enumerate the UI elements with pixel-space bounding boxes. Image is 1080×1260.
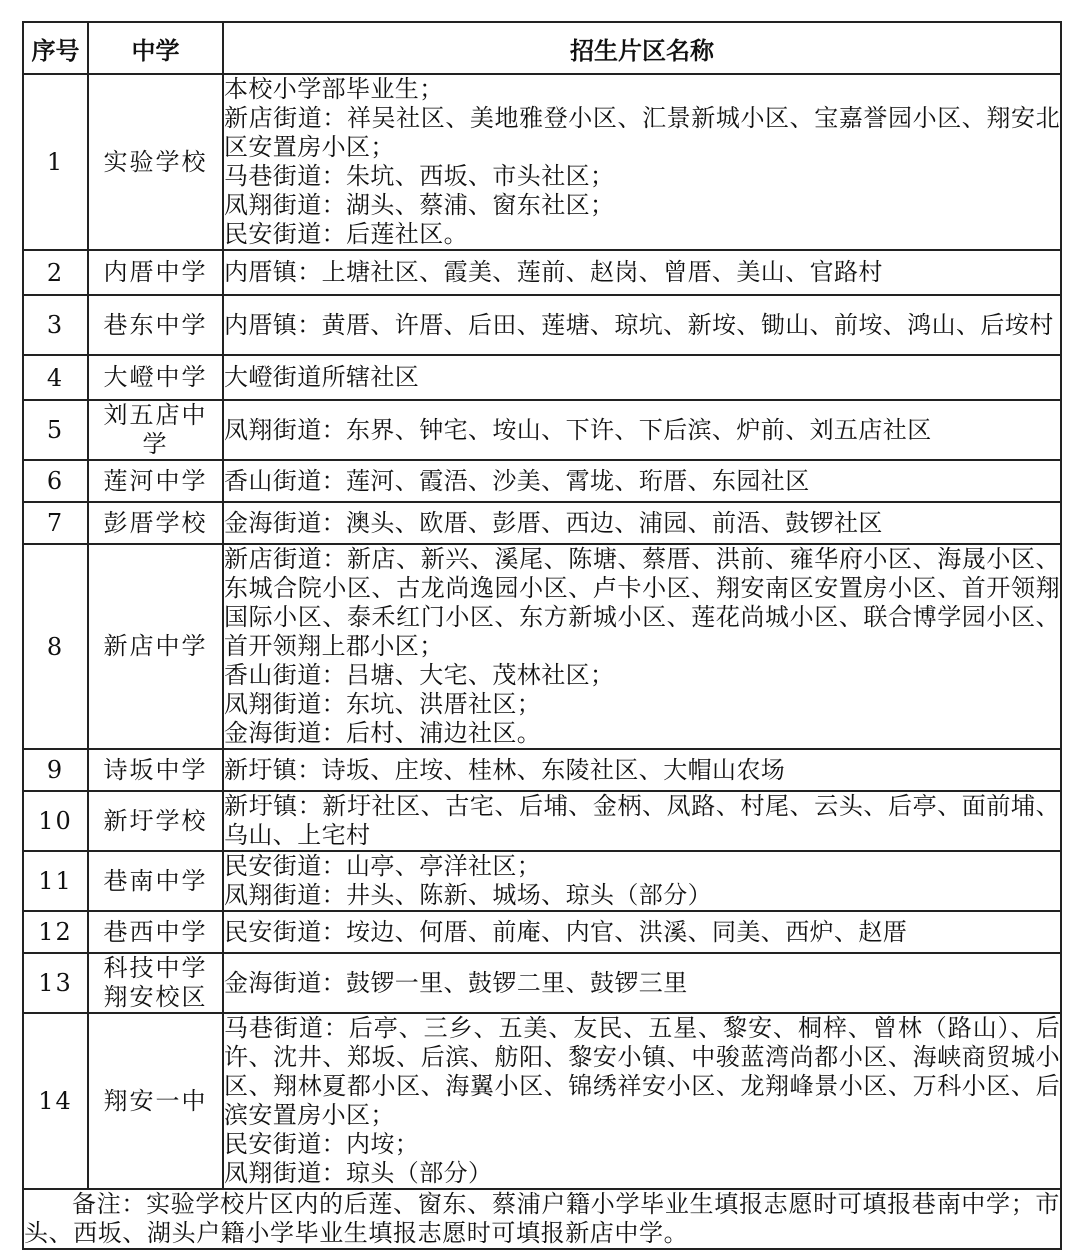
row-school: 巷南中学 bbox=[88, 851, 223, 911]
row-area: 内厝镇：上塘社区、霞美、莲前、赵岗、曾厝、美山、官路村 bbox=[223, 250, 1061, 295]
table-row bbox=[23, 1013, 1061, 1189]
table-row bbox=[23, 502, 1061, 544]
table-row bbox=[23, 250, 1061, 295]
table-row bbox=[23, 400, 1061, 460]
row-num: 11 bbox=[23, 851, 88, 911]
table-row bbox=[23, 749, 1061, 791]
table-row bbox=[23, 953, 1061, 1013]
table-row bbox=[23, 74, 1061, 250]
row-school: 翔安一中 bbox=[88, 1013, 223, 1189]
row-school: 巷东中学 bbox=[88, 295, 223, 355]
row-num: 14 bbox=[23, 1013, 88, 1189]
header-num: 序号 bbox=[23, 22, 88, 74]
table-row bbox=[23, 295, 1061, 355]
row-school: 新圩学校 bbox=[88, 791, 223, 851]
row-area: 大嶝街道所辖社区 bbox=[223, 355, 1061, 400]
row-area: 本校小学部毕业生； 新店街道：祥吴社区、美地雅登小区、汇景新城小区、宝嘉誉园小区、翔安北区安置房小区； 马巷街道：朱坑、西坂、市头社区； 凤翔街道：湖头、蔡浦、窗东社区； 民安街道：后莲社区。 bbox=[224, 75, 1060, 248]
row-area: 金海街道：澳头、欧厝、彭厝、西边、浦园、前浯、鼓锣社区 bbox=[223, 502, 1061, 544]
note-row bbox=[23, 1189, 1061, 1249]
note-text: 备注：实验学校片区内的后莲、窗东、蔡浦户籍小学毕业生填报志愿时可填报巷南中学；市头、西坂、湖头户籍小学毕业生填报志愿时可填报新店中学。 bbox=[24, 1190, 1060, 1247]
row-area: 民安街道：山亭、亭洋社区； 凤翔街道：井头、陈新、城场、琼头（部分） bbox=[223, 851, 1061, 911]
row-area: 新圩镇：诗坂、庄垵、桂林、东陵社区、大帽山农场 bbox=[223, 749, 1061, 791]
row-num: 12 bbox=[23, 911, 88, 953]
table-row bbox=[23, 791, 1061, 851]
row-num: 3 bbox=[23, 295, 88, 355]
row-area: 新店街道：新店、新兴、溪尾、陈塘、蔡厝、洪前、雍华府小区、海晟小区、东城合院小区、古龙尚逸园小区、卢卡小区、翔安南区安置房小区、首开领翔国际小区、泰禾红门小区、东方新城小区、莲花尚城小区、联合博学园小区、首开领翔上郡小区； 香山街道：吕塘、大宅、茂林社区； 凤翔街道：东坑、洪厝社区； 金海街道：后村、浦边社区。 bbox=[224, 545, 1060, 747]
row-school: 刘五店中学 bbox=[88, 400, 223, 460]
row-school: 莲河中学 bbox=[88, 460, 223, 502]
row-num: 1 bbox=[23, 74, 88, 250]
row-area: 新圩镇：新圩社区、古宅、后埔、金柄、凤路、村尾、云头、后亭、面前埔、乌山、上宅村 bbox=[224, 792, 1060, 849]
enrollment-zone-table bbox=[22, 21, 1062, 1250]
table-row bbox=[23, 911, 1061, 953]
row-school: 科技中学翔安校区 bbox=[88, 953, 223, 1013]
row-num: 2 bbox=[23, 250, 88, 295]
table-row bbox=[23, 355, 1061, 400]
row-num: 6 bbox=[23, 460, 88, 502]
row-num: 10 bbox=[23, 791, 88, 851]
header-school: 中学 bbox=[88, 22, 223, 74]
row-num: 8 bbox=[23, 544, 88, 749]
row-num: 9 bbox=[23, 749, 88, 791]
table-row bbox=[23, 851, 1061, 911]
row-num: 5 bbox=[23, 400, 88, 460]
row-num: 7 bbox=[23, 502, 88, 544]
row-area: 凤翔街道：东界、钟宅、垵山、下许、下后滨、炉前、刘五店社区 bbox=[223, 400, 1061, 460]
table-header-row bbox=[23, 22, 1061, 74]
row-area: 民安街道：垵边、何厝、前庵、内官、洪溪、同美、西炉、赵厝 bbox=[223, 911, 1061, 953]
row-school: 彭厝学校 bbox=[88, 502, 223, 544]
row-area: 香山街道：莲河、霞浯、沙美、霄垅、珩厝、东园社区 bbox=[223, 460, 1061, 502]
row-school: 诗坂中学 bbox=[88, 749, 223, 791]
row-num: 13 bbox=[23, 953, 88, 1013]
row-school: 内厝中学 bbox=[88, 250, 223, 295]
table-row bbox=[23, 544, 1061, 749]
row-school: 大嶝中学 bbox=[88, 355, 223, 400]
row-school: 新店中学 bbox=[88, 544, 223, 749]
row-area: 马巷街道：后亭、三乡、五美、友民、五星、黎安、桐梓、曾林（路山）、后许、沈井、郑坂、后滨、舫阳、黎安小镇、中骏蓝湾尚都小区、海峡商贸城小区、翔林夏都小区、海翼小区、锦绣祥安小区、龙翔峰景小区、万科小区、后滨安置房小区； 民安街道：内垵； 凤翔街道：琼头（部分） bbox=[224, 1014, 1060, 1187]
header-area: 招生片区名称 bbox=[223, 22, 1061, 74]
table-row bbox=[23, 460, 1061, 502]
row-area: 金海街道：鼓锣一里、鼓锣二里、鼓锣三里 bbox=[223, 953, 1061, 1013]
row-school: 实验学校 bbox=[88, 74, 223, 250]
row-num: 4 bbox=[23, 355, 88, 400]
row-school: 巷西中学 bbox=[88, 911, 223, 953]
row-area: 内厝镇：黄厝、许厝、后田、莲塘、琼坑、新垵、锄山、前垵、鸿山、后垵村 bbox=[223, 295, 1061, 355]
